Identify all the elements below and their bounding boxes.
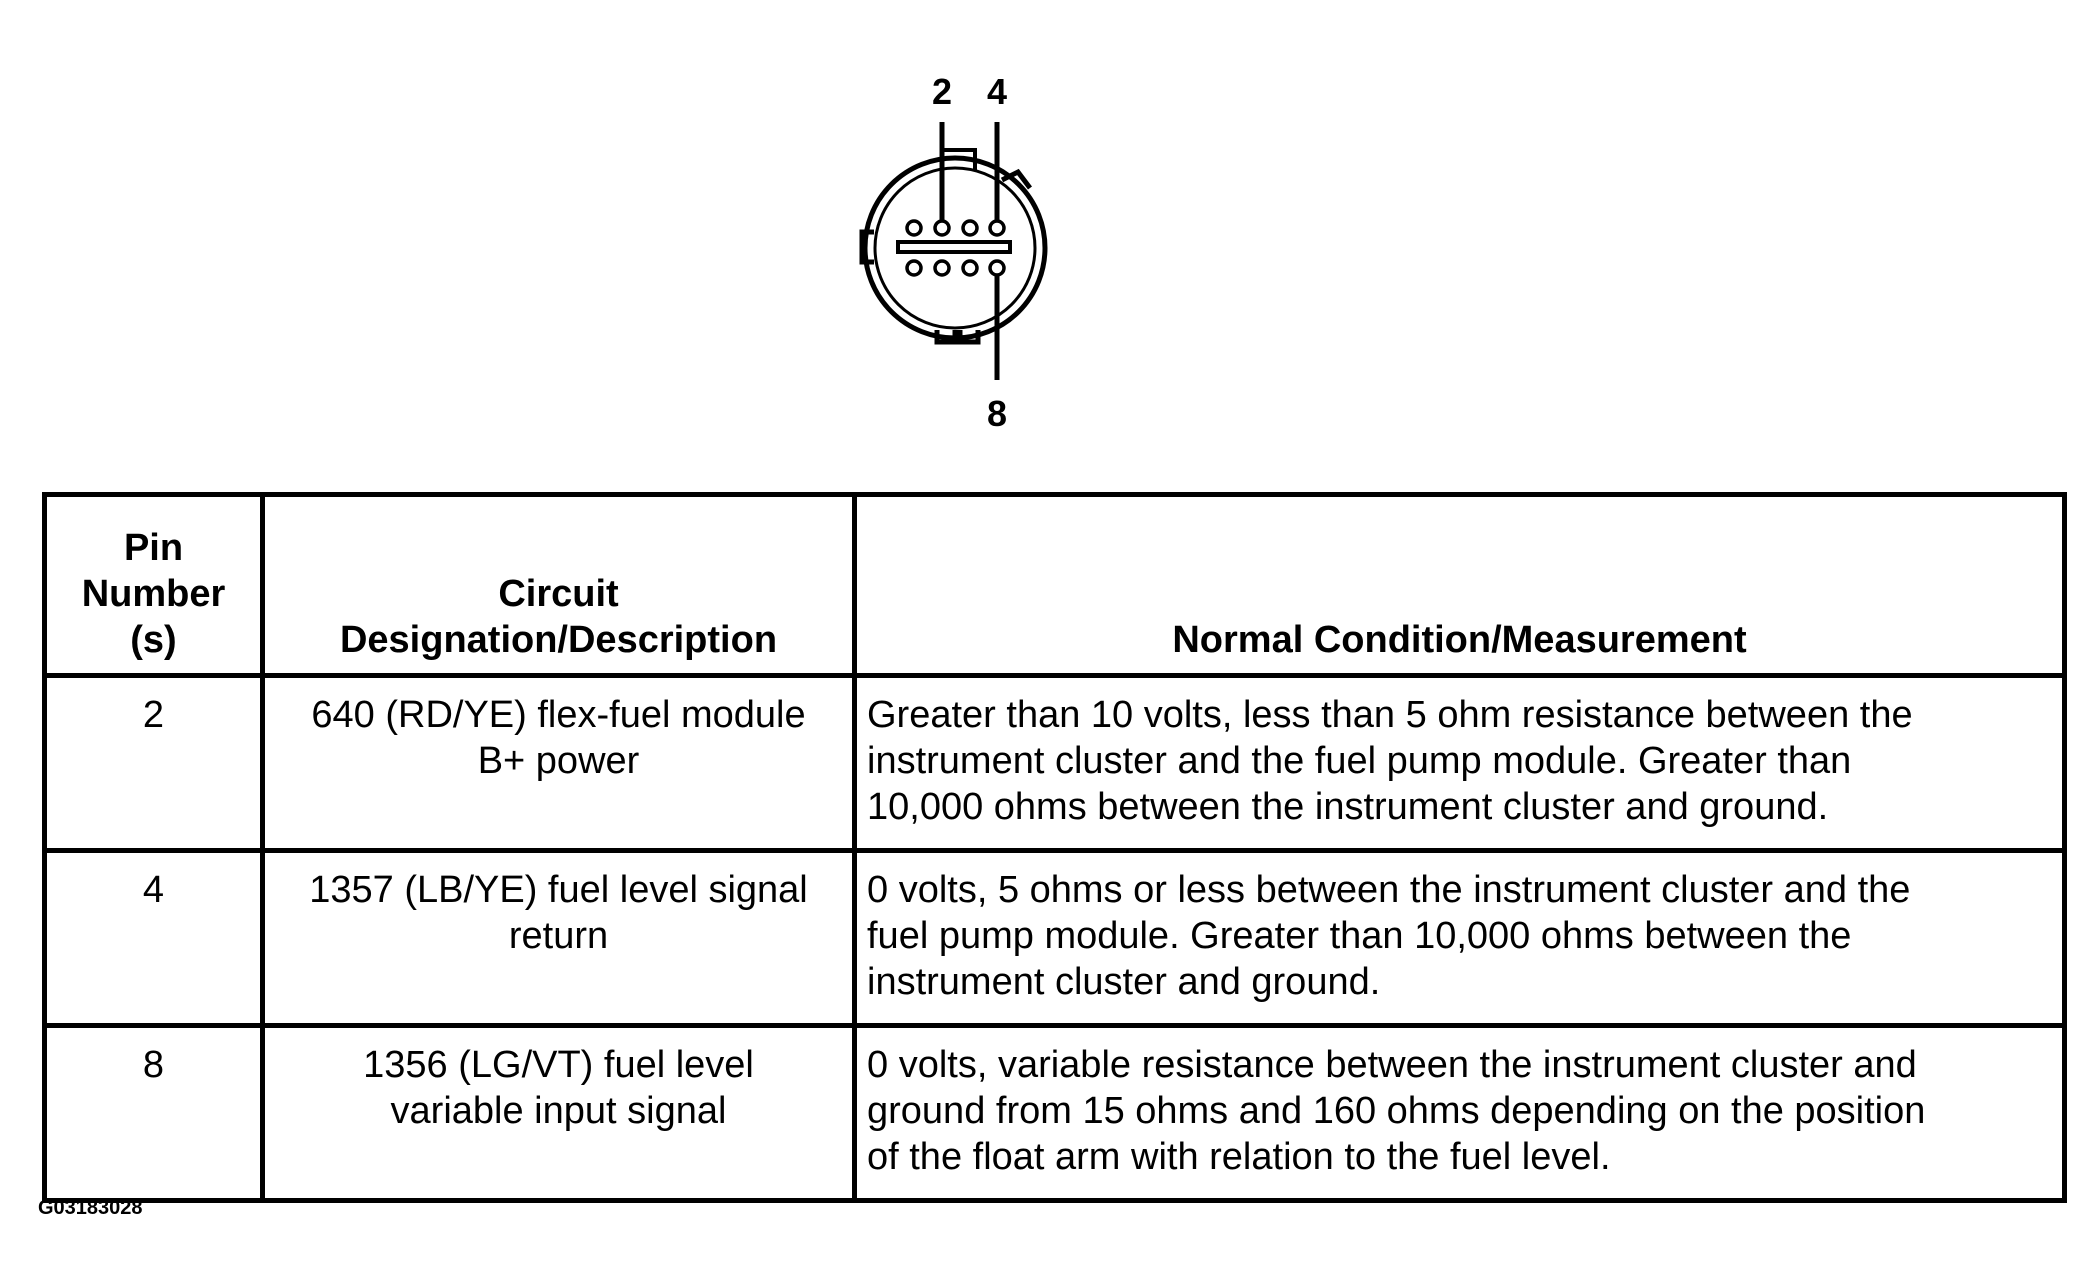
pin-1-terminal (907, 221, 921, 235)
table-header-row (45, 495, 2065, 676)
measurement-cell: 0 volts, 5 ohms or less between the instrument cluster and the fuel pump module. Greater than 10,000 ohms between the instrument cluster and ground. (855, 851, 2065, 1026)
pin-label-8: 8 (986, 393, 1008, 434)
pin-5-terminal (907, 261, 921, 275)
header-pin-number: Pin Number (s) (45, 495, 263, 676)
pin-number-cell: 8 (45, 1026, 263, 1201)
pin-3-terminal (963, 221, 977, 235)
table-row (45, 676, 2065, 851)
measurement-cell: Greater than 10 volts, less than 5 ohm resistance between the instrument cluster and the fuel pump module. Greater than 10,000 ohms between the instrument cluster and ground. (855, 676, 2065, 851)
circuit-cell: 640 (RD/YE) flex-fuel module B+ power (263, 676, 855, 851)
table-row (45, 1026, 2065, 1201)
figure-id: G03183028 (38, 1197, 143, 1219)
circuit-cell: 1357 (LB/YE) fuel level signal return (263, 851, 855, 1026)
pin-6-terminal (935, 261, 949, 275)
connector-housing-outer (865, 158, 1045, 338)
pin-label-4: 4 (986, 71, 1008, 112)
pin-label-2: 2 (931, 71, 953, 112)
pin-4-terminal (990, 221, 1004, 235)
measurement-cell: 0 volts, variable resistance between the instrument cluster and ground from 15 ohms and 160 ohms depending on the position of the float arm with relation to the fuel level. (855, 1026, 2065, 1201)
pinout-table (42, 492, 2067, 1203)
table-row (45, 851, 2065, 1026)
connector-center-bar (898, 242, 1010, 252)
pin-2-terminal (935, 221, 949, 235)
connector-diagram (0, 0, 2098, 460)
pin-8-terminal (990, 261, 1004, 275)
circuit-cell: 1356 (LG/VT) fuel level variable input signal (263, 1026, 855, 1201)
pin-number-cell: 4 (45, 851, 263, 1026)
pin-number-cell: 2 (45, 676, 263, 851)
header-measurement: Normal Condition/Measurement (855, 495, 2065, 676)
pin-7-terminal (963, 261, 977, 275)
header-circuit: Circuit Designation/Description (263, 495, 855, 676)
